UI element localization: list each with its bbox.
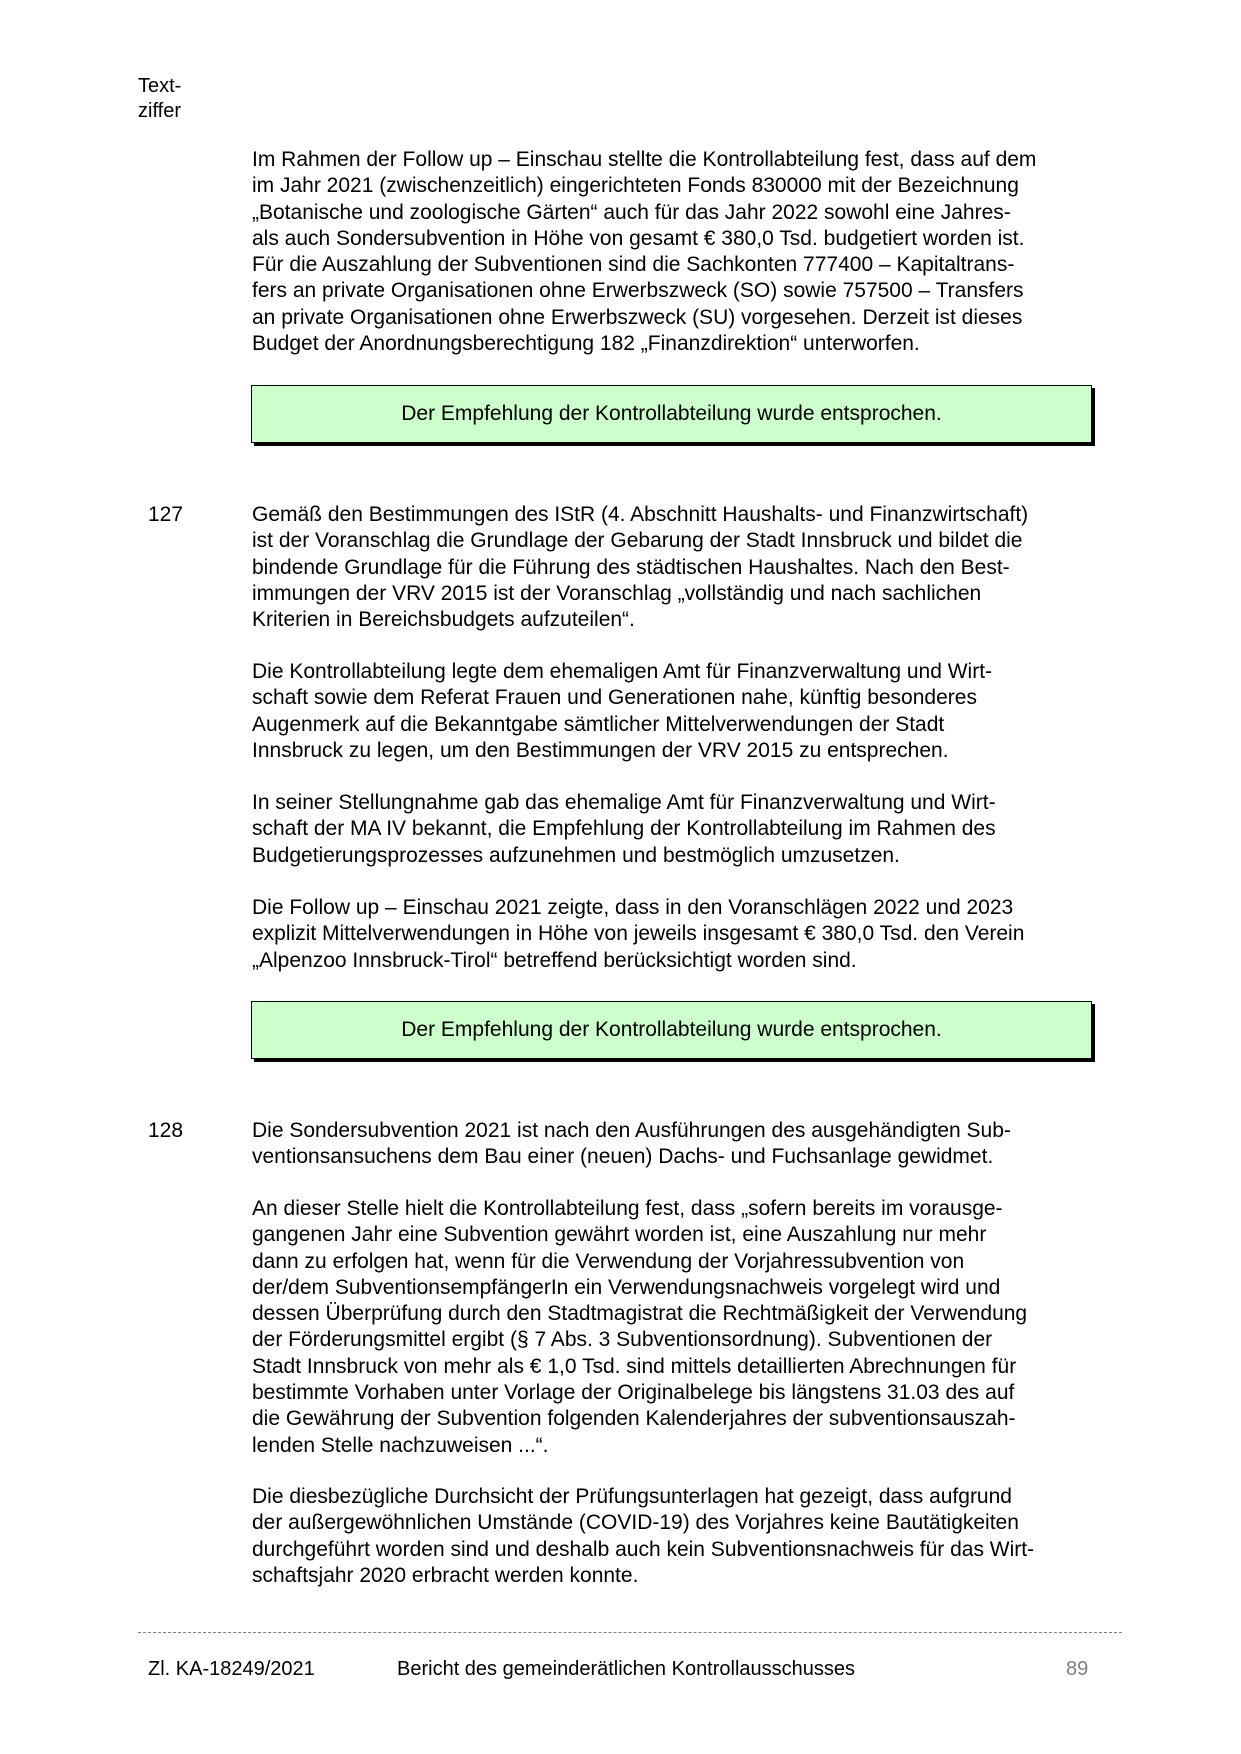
text-line: Budget der Anordnungsberechtigung 182 „Finanzdirektion“ unterworfen.	[252, 332, 920, 356]
text-line: Innsbruck zu legen, um den Bestimmungen der VRV 2015 zu entsprechen.	[252, 738, 949, 762]
section-127-paragraph-1	[252, 502, 1098, 633]
text-line: An dieser Stelle hielt die Kontrollabteilung fest, dass „sofern bereits im vorausge-	[252, 1197, 1003, 1220]
margin-header	[138, 74, 181, 124]
text-line: an private Organisationen ohne Erwerbszweck (SU) vorgesehen. Derzeit ist dieses	[252, 305, 1023, 329]
text-line: Für die Auszahlung der Subventionen sind die Sachkonten 777400 – Kapitaltrans-	[252, 253, 1015, 277]
text-line: dessen Überprüfung durch den Stadtmagistrat die Rechtmäßigkeit der Verwendung	[252, 1302, 1028, 1326]
text-line: schaftsjahr 2020 erbracht werden konnte.	[252, 1563, 639, 1587]
section-127-paragraph-2	[252, 659, 1098, 764]
text-line: ventionsansuchens dem Bau einer (neuen) Dachs- und Fuchsanlage gewidmet.	[252, 1145, 994, 1169]
footer-title: Bericht des gemeinderätlichen Kontrollausschusses	[397, 1658, 856, 1680]
text-line: Stadt Innsbruck von mehr als € 1,0 Tsd. sind mittels detaillierten Abrechnungen für	[252, 1354, 1017, 1378]
text-line: der/dem SubventionsempfängerIn ein Verwendungsnachweis vorgelegt wird und	[252, 1275, 1001, 1299]
text-line: Die Follow up – Einschau 2021 zeigte, dass in den Voranschlägen 2022 und 2023	[252, 896, 1014, 919]
text-line: explizit Mittelverwendungen in Höhe von jeweils insgesamt € 380,0 Tsd. den Verein	[252, 922, 1025, 946]
intro-paragraph	[252, 147, 1098, 357]
margin-header-line: ziffer	[138, 100, 181, 122]
text-line: schaft der MA IV bekannt, die Empfehlung der Kontrollabteilung im Rahmen des	[252, 817, 996, 841]
text-line: im Jahr 2021 (zwischenzeitlich) eingerichteten Fonds 830000 mit der Bezeichnung	[252, 174, 1019, 198]
text-line: fers an private Organisationen ohne Erwerbszweck (SO) sowie 757500 – Transfers	[252, 279, 1024, 303]
text-line: „Alpenzoo Innsbruck-Tirol“ betreffend berücksichtigt worden sind.	[252, 948, 857, 972]
text-line: der Förderungsmittel ergibt (§ 7 Abs. 3 Subventionsordnung). Subventionen der	[252, 1328, 993, 1352]
page-number: 89	[1066, 1658, 1089, 1680]
text-line: immungen der VRV 2015 ist der Voranschlag „vollständig und nach sachlichen	[252, 581, 982, 605]
text-line: Augenmerk auf die Bekanntgabe sämtlicher Mittelverwendungen der Stadt	[252, 712, 945, 736]
text-line: Die Sondersubvention 2021 ist nach den Ausführungen des ausgehändigten Sub-	[252, 1119, 1011, 1142]
section-128-paragraph-2	[252, 1196, 1098, 1459]
footer-divider	[138, 1632, 1122, 1633]
text-line: Gemäß den Bestimmungen des IStR (4. Abschnitt Haushalts- und Finanzwirtschaft)	[252, 503, 1029, 526]
text-line: als auch Sondersubvention in Höhe von gesamt € 380,0 Tsd. budgetiert worden ist.	[252, 226, 1025, 250]
text-line: Kriterien in Bereichsbudgets aufzuteilen“.	[252, 608, 635, 632]
text-line: gangenen Jahr eine Subvention gewährt worden ist, eine Auszahlung nur mehr	[252, 1223, 987, 1247]
text-line: bindende Grundlage für die Führung des städtischen Haushaltes. Nach den Best-	[252, 555, 1010, 579]
section-127-paragraph-3	[252, 790, 1098, 869]
text-line: In seiner Stellungnahme gab das ehemalige Amt für Finanzverwaltung und Wirt-	[252, 791, 996, 814]
text-line: bestimmte Vorhaben unter Vorlage der Originalbelege bis längstens 31.03 des auf	[252, 1381, 1015, 1405]
recommendation-fulfilled-box: Der Empfehlung der Kontrollabteilung wurde entsprochen.	[251, 1001, 1092, 1059]
recommendation-fulfilled-box: Der Empfehlung der Kontrollabteilung wurde entsprochen.	[251, 385, 1092, 443]
section-number: 128	[148, 1119, 184, 1142]
text-line: ist der Voranschlag die Grundlage der Gebarung der Stadt Innsbruck und bildet die	[252, 529, 1023, 553]
section-128-paragraph-1	[252, 1118, 1098, 1171]
text-line: lenden Stelle nachzuweisen ...“.	[252, 1433, 549, 1457]
text-line: die Gewährung der Subvention folgenden Kalenderjahres der subventionsauszah-	[252, 1407, 1016, 1431]
margin-header-line: Text-	[138, 75, 182, 97]
footer-reference: Zl. KA-18249/2021	[148, 1658, 315, 1680]
text-line: Im Rahmen der Follow up – Einschau stellte die Kontrollabteilung fest, dass auf dem	[252, 148, 1037, 171]
text-line: Die Kontrollabteilung legte dem ehemaligen Amt für Finanzverwaltung und Wirt-	[252, 660, 993, 683]
text-line: der außergewöhnlichen Umstände (COVID-19) des Vorjahres keine Bautätigkeiten	[252, 1511, 1019, 1535]
text-line: „Botanische und zoologische Gärten“ auch für das Jahr 2022 sowohl eine Jahres-	[252, 200, 1011, 224]
section-127-paragraph-4	[252, 895, 1098, 974]
section-128-paragraph-3	[252, 1484, 1098, 1589]
text-line: schaft sowie dem Referat Frauen und Generationen nahe, künftig besonderes	[252, 686, 977, 710]
text-line: Budgetierungsprozesses aufzunehmen und bestmöglich umzusetzen.	[252, 843, 900, 867]
text-line: dann zu erfolgen hat, wenn für die Verwendung der Vorjahressubvention von	[252, 1249, 965, 1273]
text-line: Die diesbezügliche Durchsicht der Prüfungsunterlagen hat gezeigt, dass aufgrund	[252, 1485, 1012, 1508]
section-number: 127	[148, 503, 184, 526]
text-line: durchgeführt worden sind und deshalb auch kein Subventionsnachweis für das Wirt-	[252, 1537, 1035, 1561]
